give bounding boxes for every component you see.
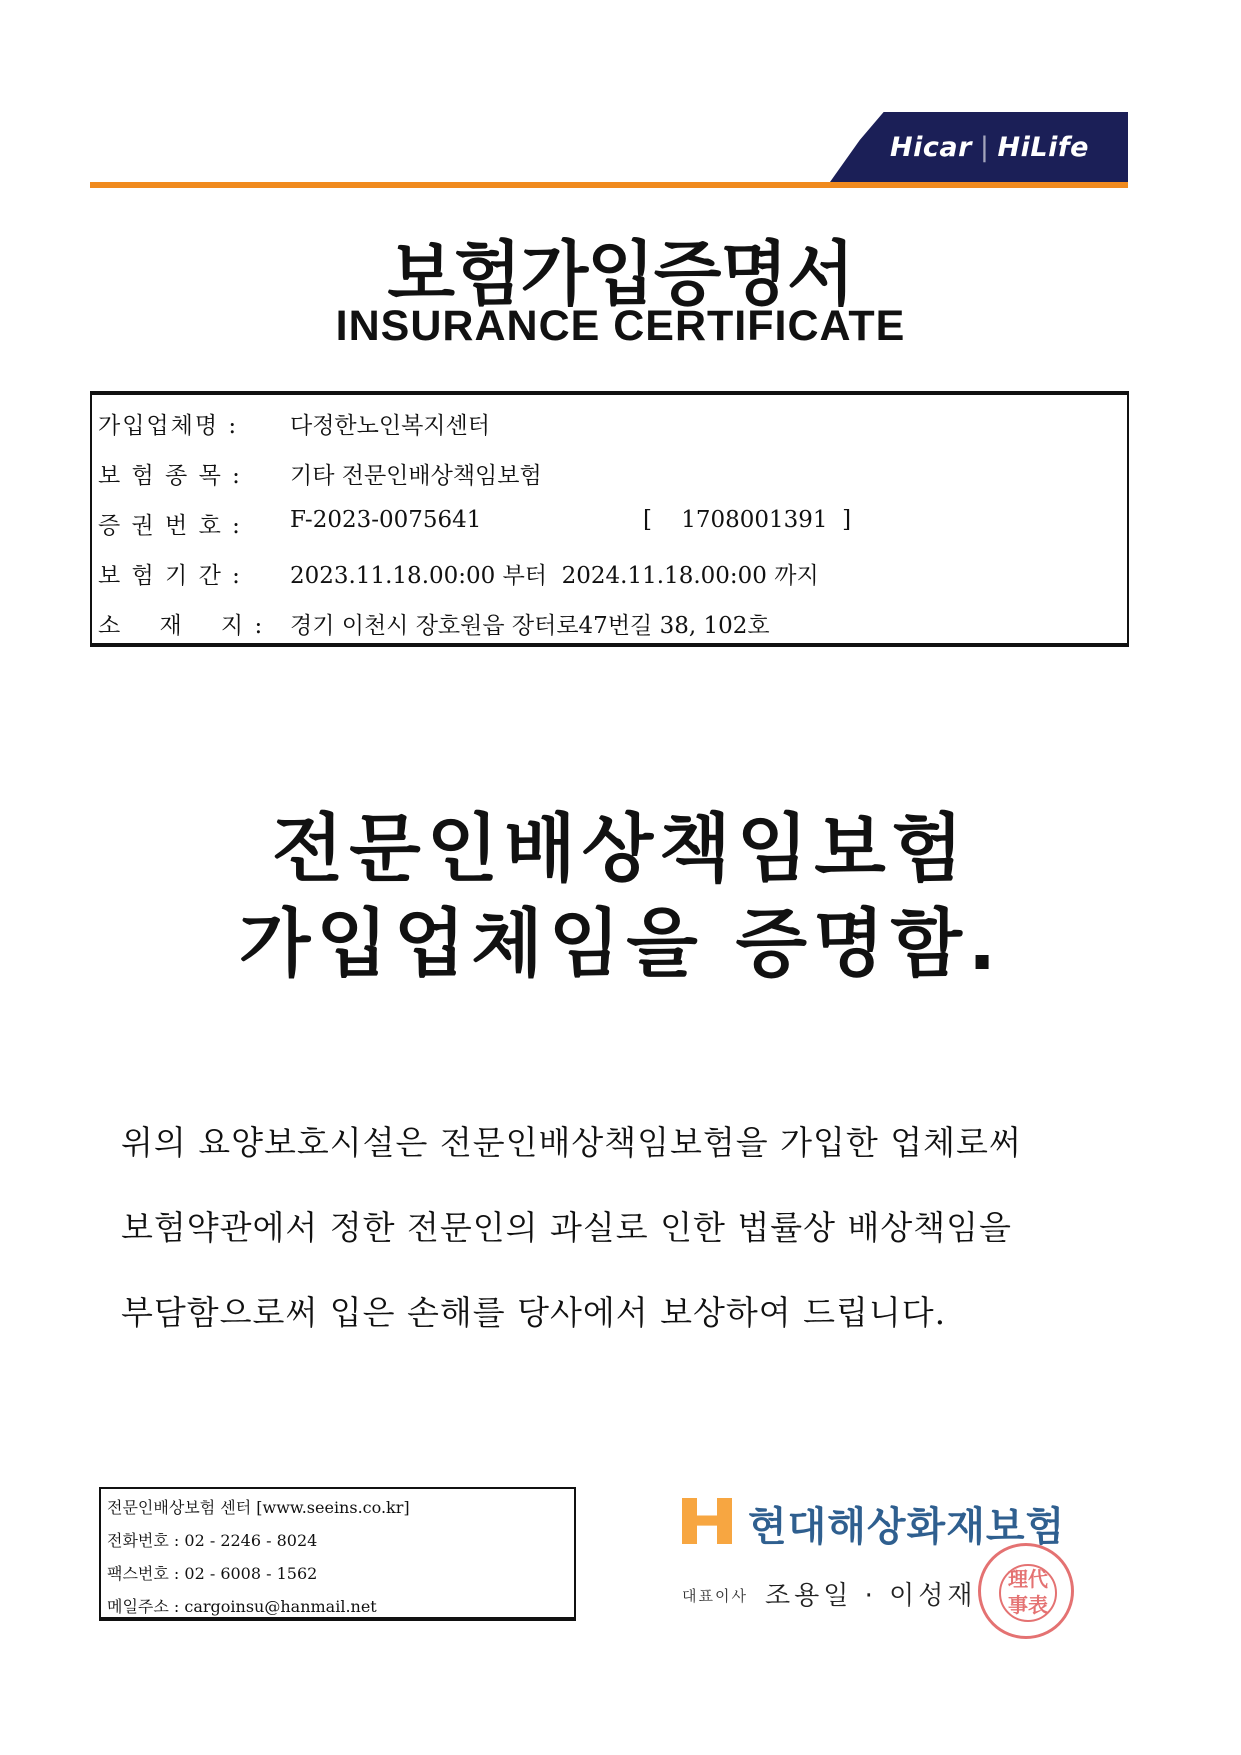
info-value: 다정한노인복지센터 bbox=[290, 413, 490, 439]
info-value: F-2023-0075641 bbox=[290, 507, 482, 533]
contact-email: 메일주소 : cargoinsu@hanmail.net bbox=[107, 1597, 377, 1616]
info-label: 보 험 기 간 : bbox=[98, 563, 242, 589]
page-title: 보험가입증명서 bbox=[387, 233, 854, 315]
statement-line-2: 가입업체임을 증명함. bbox=[238, 901, 1003, 987]
info-label: 소 재 지 : bbox=[98, 613, 265, 639]
info-label: 증 권 번 호 : bbox=[98, 513, 242, 539]
body-line-3: 부담함으로써 입은 손해를 당사에서 보상하여 드립니다. bbox=[121, 1293, 947, 1332]
ceo-names: 조용일 · 이성재 bbox=[765, 1581, 977, 1611]
contact-phone: 전화번호 : 02 - 2246 - 8024 bbox=[107, 1531, 318, 1550]
info-value: 경기 이천시 장호원읍 장터로47번길 38, 102호 bbox=[290, 613, 770, 639]
statement-line-1: 전문인배상책임보험 bbox=[271, 806, 970, 892]
brand-hilife: HiLife bbox=[997, 132, 1089, 163]
company-seal-stamp: 理代 事表 bbox=[978, 1543, 1074, 1639]
contact-center: 전문인배상보험 센터 [www.seeins.co.kr] bbox=[107, 1498, 410, 1517]
company-name: 현대해상화재보험 bbox=[748, 1504, 1066, 1550]
body-line-2: 보험약관에서 정한 전문인의 과실로 인한 법률상 배상책임을 bbox=[121, 1208, 1012, 1247]
contact-fax: 팩스번호 : 02 - 6008 - 1562 bbox=[107, 1564, 318, 1583]
info-label: 가입업체명 : bbox=[98, 413, 239, 439]
hyundai-h-logo-icon bbox=[682, 1498, 732, 1544]
ceo-label: 대표이사 bbox=[682, 1587, 748, 1605]
business-number: [ 1708001391 ] bbox=[643, 507, 852, 533]
page-subtitle: INSURANCE CERTIFICATE bbox=[335, 302, 906, 350]
info-value: 2023.11.18.00:00 부터 2024.11.18.00:00 까지 bbox=[290, 563, 819, 589]
contact-box bbox=[99, 1487, 576, 1621]
brand-hicar: Hicar bbox=[890, 132, 972, 163]
body-line-1: 위의 요양보호시설은 전문인배상책임보험을 가입한 업체로써 bbox=[121, 1123, 1022, 1162]
header-orange-line bbox=[90, 182, 1128, 188]
info-value: 기타 전문인배상책임보험 bbox=[290, 463, 542, 489]
info-label: 보 험 종 목 : bbox=[98, 463, 242, 489]
info-table bbox=[90, 391, 1129, 647]
brand-logo: Hicar | HiLife bbox=[890, 132, 1089, 163]
